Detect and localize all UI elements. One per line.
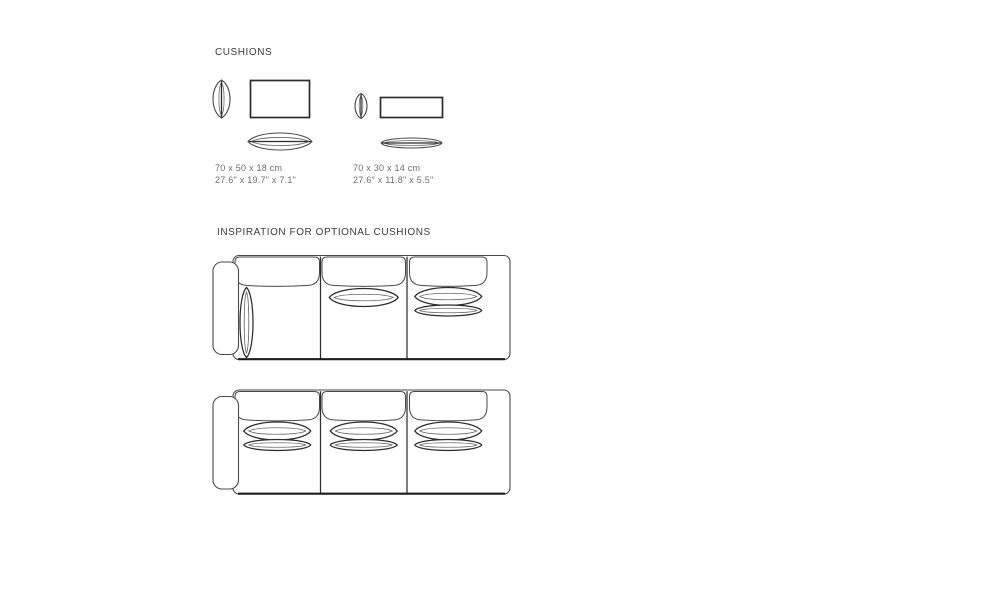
- dimensions-cm: 70 x 50 x 18 cm: [215, 163, 283, 173]
- dimensions-cm: 70 x 30 x 14 cm: [353, 163, 421, 173]
- cushion-side-view-icon: [355, 94, 367, 119]
- backrest-cushion: [235, 392, 320, 421]
- seat-cushion: [244, 439, 311, 450]
- seat-cushion: [330, 439, 397, 450]
- cushion-70x30-dimensions: [353, 162, 433, 187]
- cushion-side-view-icon: [213, 80, 230, 118]
- cushions-section-heading: CUSHIONS: [215, 47, 273, 58]
- seat-cushion: [244, 422, 311, 440]
- cushion-front-view-icon: [251, 81, 310, 118]
- armrest: [213, 262, 239, 355]
- inspiration-section-heading: INSPIRATION FOR OPTIONAL CUSHIONS: [217, 227, 431, 238]
- cushion-70x50-diagram: [213, 80, 312, 150]
- seat-cushion: [330, 422, 397, 440]
- cushion-70x50-dimensions: [215, 162, 296, 187]
- dimensions-inches: 27.6" x 19.7" x 7.1": [215, 175, 297, 186]
- cushion-front-view-icon: [381, 98, 443, 118]
- dimensions-inches: 27.6" x 11.8" x 5.5": [353, 175, 434, 186]
- seat-cushion: [415, 439, 482, 450]
- backrest-cushion: [322, 257, 406, 286]
- backrest-cushion: [322, 392, 406, 421]
- sofa-arrangement-1: [213, 256, 510, 360]
- backrest-cushion: [410, 257, 488, 286]
- sofa-arrangement-2: [213, 390, 510, 494]
- backrest-cushion: [235, 257, 320, 286]
- seat-cushion: [329, 288, 398, 306]
- cushion-70x30-diagram: [355, 94, 443, 149]
- seat-cushion: [415, 422, 482, 440]
- cushion-top-view-icon: [248, 133, 312, 150]
- armrest: [213, 397, 239, 490]
- seat-cushion: [415, 305, 482, 316]
- backrest-cushion: [410, 392, 488, 421]
- seat-cushion: [415, 287, 482, 305]
- cushion-top-view-icon: [381, 138, 442, 148]
- seat-cushion-vertical: [240, 288, 253, 358]
